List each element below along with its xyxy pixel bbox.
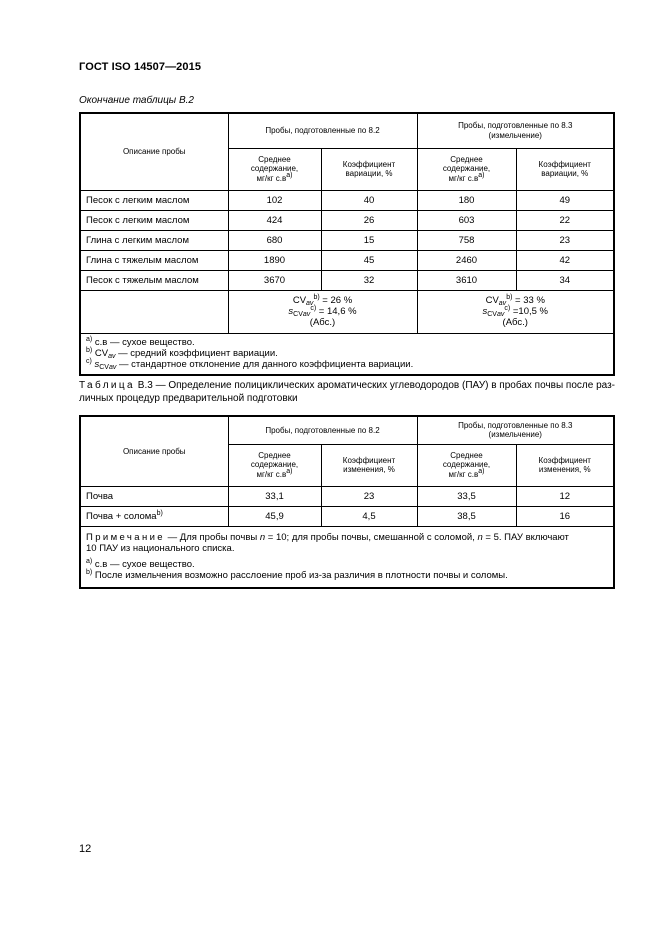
header-coef-line1: Коэффициент bbox=[538, 455, 591, 465]
table-row bbox=[80, 250, 614, 270]
header-group-8-3-line2: (измельчение) bbox=[488, 130, 542, 140]
note-line-2: 10 ПАУ из национального списка. bbox=[86, 542, 235, 554]
table-title-text: В.3 — Определение полициклических ароматических углеводородов (ПАУ) в пробах почвы после раз- bbox=[135, 380, 616, 391]
mean-8-3: 2460 bbox=[417, 250, 516, 270]
header-mean-line3: мг/кг с.в bbox=[256, 173, 287, 183]
table-label: Таблица bbox=[79, 380, 136, 391]
summary-8-3 bbox=[417, 290, 614, 333]
header-coef-line2: вариации, % bbox=[345, 169, 393, 178]
sample-desc-text: Почва bbox=[86, 490, 114, 502]
note-line-1 bbox=[86, 532, 608, 543]
header-group-8-3-line2: (измельчение) bbox=[488, 430, 542, 440]
av-sub: av bbox=[302, 311, 311, 318]
header-mean-line1: Среднее bbox=[258, 450, 291, 460]
header-mean-content-a bbox=[228, 148, 321, 190]
coef-8-3: 49 bbox=[516, 190, 614, 210]
note-text: = 10; для пробы почвы, смешанной с соломой, bbox=[265, 531, 478, 543]
header-coef-line2: вариации, % bbox=[541, 169, 589, 178]
s-value-8-2: = 14,6 % bbox=[316, 306, 357, 317]
header-coef-line1: Коэффициент bbox=[342, 455, 396, 465]
av-subscript: av bbox=[108, 352, 116, 360]
summary-8-2 bbox=[228, 290, 417, 333]
table-title-line2: личных процедур предварительной подготовки bbox=[79, 393, 298, 404]
sample-desc: Глина с тяжелым маслом bbox=[80, 250, 228, 270]
sample-desc bbox=[80, 506, 228, 526]
mean-8-3: 38,5 bbox=[417, 506, 516, 526]
header-mean-line3: мг/кг с.в bbox=[256, 469, 287, 479]
footnote-ref-c: c) bbox=[310, 305, 317, 312]
sample-desc: Песок с легким маслом bbox=[80, 190, 228, 210]
header-coef-line2: изменения, % bbox=[343, 465, 395, 474]
footnote-mark: b) bbox=[86, 346, 93, 354]
table-continuation-caption: Окончание таблицы В.2 bbox=[79, 95, 194, 106]
footnote-b bbox=[86, 570, 608, 581]
coef-8-3: 16 bbox=[516, 506, 614, 526]
footnote-ref-c: c) bbox=[504, 305, 511, 312]
header-change-coef-b bbox=[516, 444, 614, 486]
header-mean-line3: мг/кг с.в bbox=[448, 173, 479, 183]
av-sub: av bbox=[496, 311, 505, 318]
header-group-8-2: Пробы, подготовленные по 8.2 bbox=[228, 416, 417, 444]
header-mean-line1: Среднее bbox=[258, 154, 291, 164]
footnote-a bbox=[86, 337, 608, 348]
header-change-coef-a bbox=[321, 444, 417, 486]
table-row bbox=[80, 210, 614, 230]
mean-8-2: 102 bbox=[228, 190, 321, 210]
coef-8-3: 12 bbox=[516, 486, 614, 506]
s-symbol: s bbox=[482, 306, 488, 317]
footnote-text: — средний коэффициент вариации. bbox=[115, 347, 278, 359]
table-row bbox=[80, 190, 614, 210]
cv-symbol: CV bbox=[92, 347, 109, 359]
header-mean-content-b bbox=[417, 148, 516, 190]
footnote-mark: a) bbox=[86, 335, 93, 343]
footnote-b bbox=[86, 348, 608, 359]
s-symbol: s bbox=[288, 306, 294, 317]
header-sample-description: Описание пробы bbox=[80, 416, 228, 486]
footnote-text: с.в — сухое вещество. bbox=[92, 558, 195, 570]
sample-desc: Песок с легким маслом bbox=[80, 210, 228, 230]
abs-label: (Абс.) bbox=[502, 317, 528, 328]
cv-sub: CV bbox=[293, 311, 303, 318]
av-sub: av bbox=[108, 363, 117, 371]
coef-8-2: 26 bbox=[321, 210, 417, 230]
mean-8-2: 1890 bbox=[228, 250, 321, 270]
coef-8-3: 23 bbox=[516, 230, 614, 250]
header-group-8-3-line1: Пробы, подготовленные по 8.3 bbox=[458, 121, 573, 131]
header-mean-content-a bbox=[228, 444, 321, 486]
header-mean-content-b bbox=[417, 444, 516, 486]
mean-8-2: 45,9 bbox=[228, 506, 321, 526]
header-mean-line3: мг/кг с.в bbox=[448, 469, 479, 479]
mean-8-3: 758 bbox=[417, 230, 516, 250]
coef-8-2: 15 bbox=[321, 230, 417, 250]
mean-8-2: 3670 bbox=[228, 270, 321, 290]
table-b2-footnotes bbox=[80, 333, 614, 375]
footnote-c bbox=[86, 359, 608, 370]
header-coef-b bbox=[516, 148, 614, 190]
sample-desc: Глина с легким маслом bbox=[80, 230, 228, 250]
cv-symbol: CV bbox=[292, 295, 307, 306]
footnote-a bbox=[86, 559, 608, 570]
footnote-text: После измельчения возможно расслоение проб из-за различия в плотности почвы и соломы. bbox=[92, 569, 508, 581]
mean-8-3: 180 bbox=[417, 190, 516, 210]
table-b2 bbox=[79, 112, 615, 376]
coef-8-3: 34 bbox=[516, 270, 614, 290]
coef-8-2: 45 bbox=[321, 250, 417, 270]
mean-8-3: 3610 bbox=[417, 270, 516, 290]
header-mean-line2: содержание, bbox=[250, 460, 299, 470]
page-number: 12 bbox=[79, 843, 92, 855]
header-group-8-3-line1: Пробы, подготовленные по 8.3 bbox=[458, 420, 573, 430]
mean-8-3: 33,5 bbox=[417, 486, 516, 506]
coef-8-2: 32 bbox=[321, 270, 417, 290]
table-row bbox=[80, 230, 614, 250]
coef-8-2: 4,5 bbox=[321, 506, 417, 526]
note-text: = 5. ПАУ включают bbox=[482, 531, 569, 543]
mean-8-3: 603 bbox=[417, 210, 516, 230]
footnote-text: с.в — сухое вещество. bbox=[92, 336, 195, 348]
notes-row bbox=[80, 333, 614, 375]
footnote-text: — стандартное отклонение для данного коэффициента вариации. bbox=[116, 358, 414, 370]
header-mean-line1: Среднее bbox=[450, 450, 483, 460]
footnote-mark: b) bbox=[86, 568, 93, 576]
header-coef-line1: Коэффициент bbox=[342, 159, 396, 169]
note-text: — Для пробы почвы bbox=[165, 531, 260, 543]
abs-label: (Абс.) bbox=[309, 317, 336, 328]
mean-8-2: 680 bbox=[228, 230, 321, 250]
sample-desc: Песок с тяжелым маслом bbox=[80, 270, 228, 290]
header-coef-a bbox=[321, 148, 417, 190]
header-coef-line2: изменения, % bbox=[538, 465, 591, 474]
cv-symbol: CV bbox=[485, 295, 499, 306]
document-code: ГОСТ ISO 14507—2015 bbox=[79, 61, 202, 73]
header-group-8-2: Пробы, подготовленные по 8.2 bbox=[228, 113, 417, 148]
footnote-mark: a) bbox=[86, 557, 93, 565]
n-symbol: n bbox=[259, 531, 266, 543]
table-row bbox=[80, 506, 614, 526]
header-coef-line1: Коэффициент bbox=[538, 159, 591, 169]
footnote-mark: c) bbox=[86, 357, 92, 365]
header-mean-line2: содержание, bbox=[442, 460, 491, 470]
mean-8-2: 424 bbox=[228, 210, 321, 230]
s-symbol: s bbox=[94, 358, 100, 370]
coef-8-3: 22 bbox=[516, 210, 614, 230]
s-value-8-3: =10,5 % bbox=[510, 306, 548, 317]
header-group-8-3 bbox=[417, 416, 614, 444]
header-sample-description: Описание пробы bbox=[80, 113, 228, 190]
header-mean-line2: содержание, bbox=[442, 164, 491, 174]
notes-row bbox=[80, 526, 614, 588]
table-row bbox=[80, 270, 614, 290]
header-group-8-3 bbox=[417, 113, 614, 148]
note-label: Примечание bbox=[86, 531, 165, 543]
table-b3 bbox=[79, 415, 615, 589]
mean-8-2: 33,1 bbox=[228, 486, 321, 506]
table-b3-title bbox=[79, 379, 616, 405]
summary-row bbox=[80, 290, 614, 333]
cv-sub: CV bbox=[487, 311, 497, 318]
table-row bbox=[80, 486, 614, 506]
cv-sub: CV bbox=[99, 363, 109, 371]
summary-empty-cell bbox=[80, 290, 228, 333]
header-mean-line2: содержание, bbox=[250, 164, 299, 174]
cv-value-8-2: = 26 % bbox=[319, 295, 353, 306]
n-symbol: n bbox=[477, 531, 483, 543]
footnote-ref-a: a) bbox=[478, 171, 485, 179]
sample-desc-text: Почва + солома bbox=[86, 510, 157, 522]
cv-value-8-3: = 33 % bbox=[512, 295, 545, 306]
footnote-ref-a: a) bbox=[286, 171, 293, 179]
footnote-ref-b: b) bbox=[506, 294, 513, 301]
av-subscript: av bbox=[498, 300, 507, 307]
header-mean-line1: Среднее bbox=[450, 154, 483, 164]
footnote-ref-b: b) bbox=[313, 294, 320, 301]
footnote-ref-a: a) bbox=[478, 467, 485, 475]
coef-8-2: 23 bbox=[321, 486, 417, 506]
table-b3-notes bbox=[80, 526, 614, 588]
footnote-ref-b: b) bbox=[156, 509, 163, 517]
sample-desc bbox=[80, 486, 228, 506]
footnote-ref-a: a) bbox=[286, 467, 293, 475]
coef-8-3: 42 bbox=[516, 250, 614, 270]
av-subscript: av bbox=[306, 300, 314, 307]
coef-8-2: 40 bbox=[321, 190, 417, 210]
